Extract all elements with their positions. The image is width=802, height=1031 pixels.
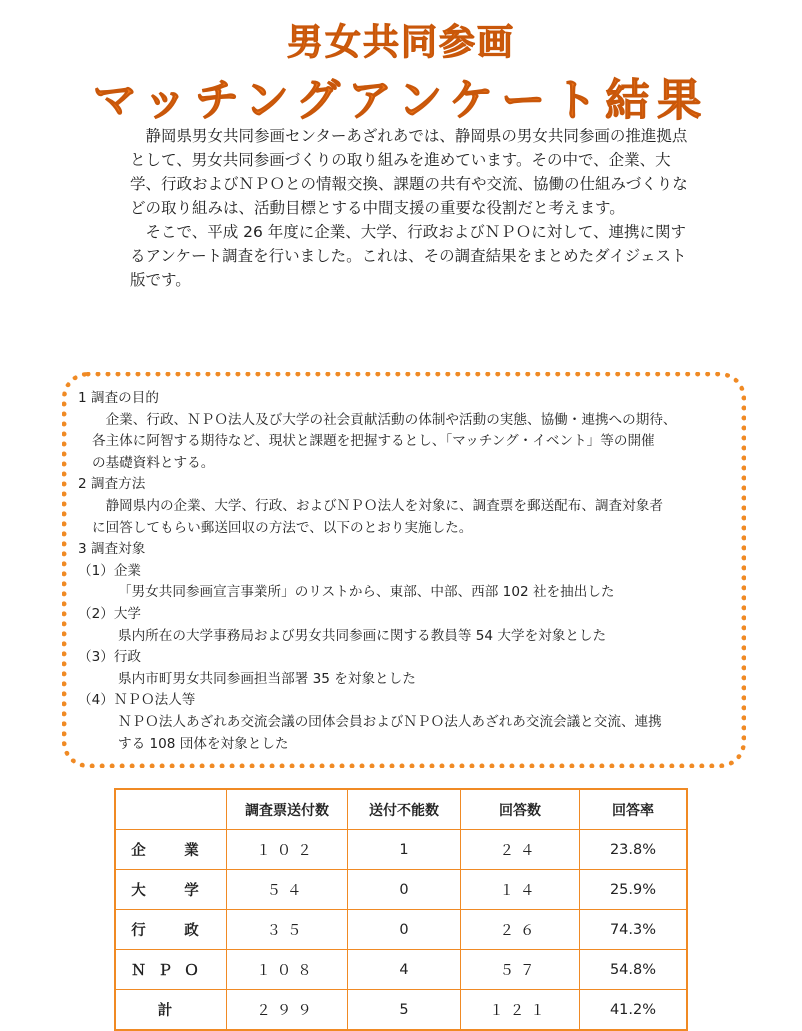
intro-paragraph-2: そこで、平成 26 年度に企業、大学、行政およびＮＰＯに対して、連携に関するアンケート調査を行いました。これは、その調査結果をまとめたダイジェスト版です。 bbox=[130, 223, 687, 289]
row-name: 大 学 bbox=[115, 870, 227, 910]
target-heading: 3 調査対象 bbox=[78, 541, 146, 558]
header-blank bbox=[115, 789, 227, 830]
cell-rate: 74.3% bbox=[580, 910, 688, 950]
cell-rate: 25.9% bbox=[580, 870, 688, 910]
cell-rate: 54.8% bbox=[580, 950, 688, 990]
cell-sent: １０２ bbox=[227, 830, 348, 870]
target-desc-npo: ＮＰＯ法人あざれあ交流会議の団体会員およびＮＰＯ法人あざれあ交流会議と交流、連携 bbox=[118, 713, 662, 730]
table-row bbox=[115, 830, 687, 870]
target-label-government: （3）行政 bbox=[78, 649, 142, 666]
row-name: ＮＰＯ bbox=[115, 950, 227, 990]
intro-paragraph-1: 静岡県男女共同参画センターあざれあでは、静岡県の男女共同参画の推進拠点として、男女共同参画づくりの取り組みを進めています。その中で、企業、大学、行政およびＮＰＯとの情報交換、課題の共有や交流、協働の仕組みづくりなどの取り組みは、活動目標とする中間支援の重要な役割だと考えます。 bbox=[130, 127, 688, 217]
target-desc-npo-cont: する 108 団体を対象とした bbox=[118, 735, 289, 752]
purpose-line-3: の基礎資料とする。 bbox=[92, 454, 215, 471]
cell-rate: 23.8% bbox=[580, 830, 688, 870]
cell-undeliverable: 4 bbox=[348, 950, 461, 990]
cell-sent: ５４ bbox=[227, 870, 348, 910]
title-line2: マッチングアンケート結果 bbox=[92, 75, 710, 126]
cell-responses: ５７ bbox=[461, 950, 580, 990]
intro-text bbox=[130, 124, 690, 292]
cell-sent: ３５ bbox=[227, 910, 348, 950]
purpose-heading: 1 調査の目的 bbox=[78, 390, 159, 406]
row-name: 行 政 bbox=[115, 910, 227, 950]
cell-undeliverable: 1 bbox=[348, 830, 461, 870]
table-row bbox=[115, 870, 687, 910]
survey-outline bbox=[78, 388, 728, 755]
target-label-company: （1）企業 bbox=[78, 562, 142, 579]
method-line-1: 静岡県内の企業、大学、行政、およびＮＰＯ法人を対象に、調査票を郵送配布、調査対象者 bbox=[105, 497, 663, 514]
target-desc-company: 「男女共同参画宣言事業所」のリストから、東部、中部、西部 102 社を抽出した bbox=[118, 584, 615, 601]
target-desc-university: 県内所在の大学事務局および男女共同参画に関する教員等 54 大学を対象とした bbox=[118, 627, 607, 644]
cell-responses: １２１ bbox=[461, 990, 580, 1031]
table-header-row bbox=[115, 789, 687, 830]
cell-rate: 41.2% bbox=[580, 990, 688, 1031]
cell-responses: ２４ bbox=[461, 830, 580, 870]
cell-undeliverable: 0 bbox=[348, 870, 461, 910]
cell-sent: １０８ bbox=[227, 950, 348, 990]
table-row bbox=[115, 910, 687, 950]
cell-responses: ２６ bbox=[461, 910, 580, 950]
target-desc-government: 県内市町男女共同参画担当部署 35 を対象とした bbox=[118, 670, 416, 687]
purpose-line-1: 企業、行政、ＮＰＯ法人及び大学の社会貢献活動の体制や活動の実態、協働・連携への期待、 bbox=[105, 411, 677, 428]
purpose-line-2: 各主体に阿智する期待など、現状と課題を把握するとし、「マッチング・イベント」等の開催 bbox=[92, 433, 655, 450]
row-name: 計 bbox=[115, 990, 227, 1031]
title-line1: 男女共同参画 bbox=[286, 22, 515, 63]
row-name: 企 業 bbox=[115, 830, 227, 870]
cell-undeliverable: 0 bbox=[348, 910, 461, 950]
header-responses: 回答数 bbox=[461, 789, 580, 830]
header-rate: 回答率 bbox=[580, 789, 688, 830]
cell-sent: ２９９ bbox=[227, 990, 348, 1031]
cell-responses: １４ bbox=[461, 870, 580, 910]
cell-undeliverable: 5 bbox=[348, 990, 461, 1031]
table-row bbox=[115, 950, 687, 990]
header-sent: 調査票送付数 bbox=[227, 789, 348, 830]
target-label-university: （2）大学 bbox=[78, 605, 142, 622]
method-heading: 2 調査方法 bbox=[78, 476, 146, 493]
header-undeliverable: 送付不能数 bbox=[348, 789, 461, 830]
results-table bbox=[114, 788, 688, 1031]
method-line-2: に回答してもらい郵送回収の方法で、以下のとおり実施した。 bbox=[92, 519, 473, 536]
target-label-npo: （4）ＮＰＯ法人等 bbox=[78, 692, 196, 709]
